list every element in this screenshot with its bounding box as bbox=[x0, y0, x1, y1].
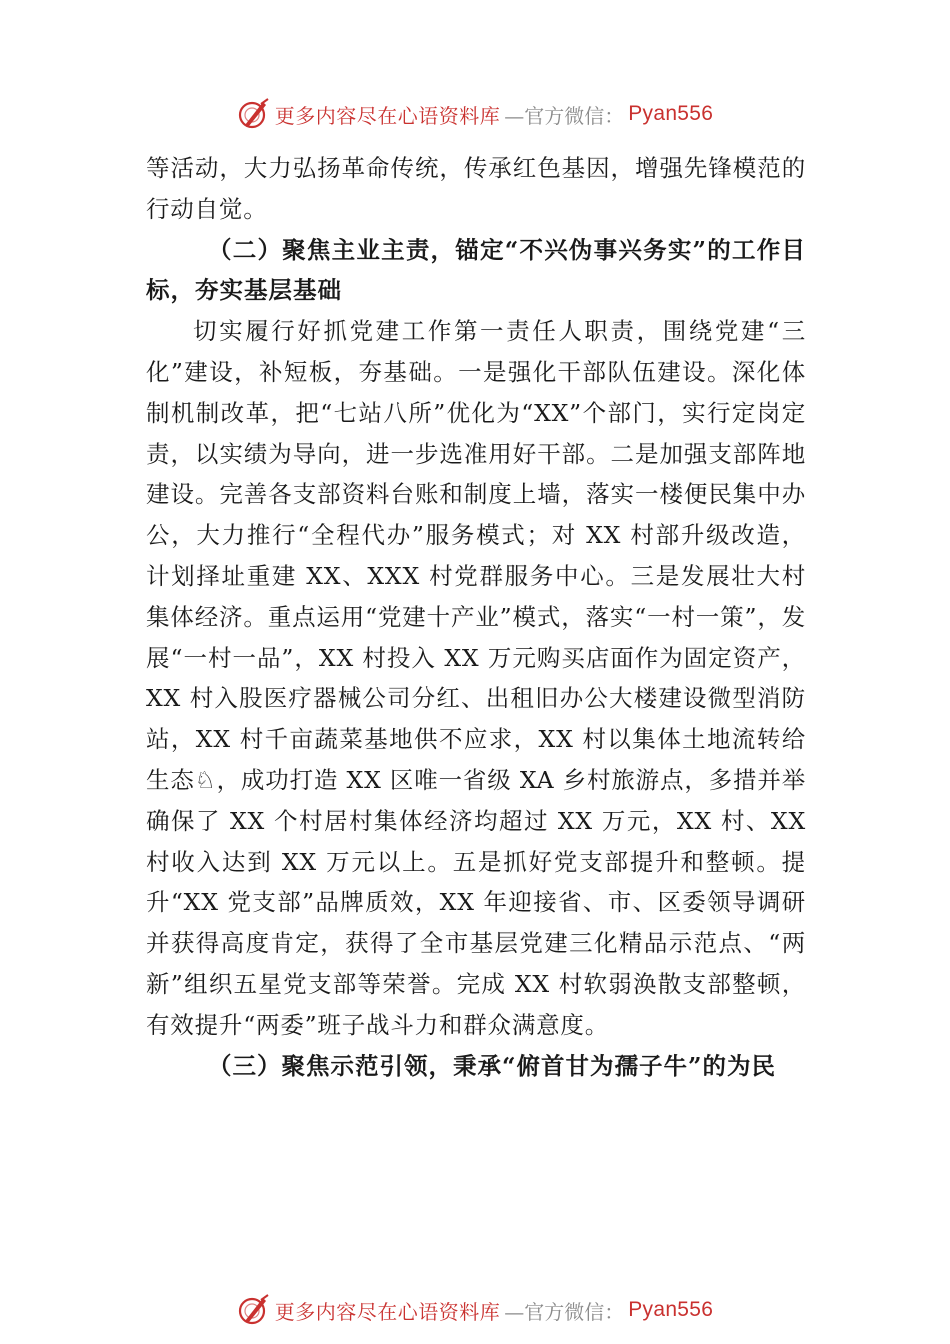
footer-banner bbox=[0, 1290, 950, 1330]
quill-logo-icon bbox=[237, 1293, 271, 1327]
quill-logo-icon bbox=[237, 97, 271, 131]
section-heading-3: （三）聚焦示范引领，秉承“俯首甘为孺子牛”的为民 bbox=[208, 1051, 777, 1080]
paragraph-continued: 等活动，大力弘扬革命传统，传承红色基因，增强先锋模范的行动自觉。 bbox=[146, 154, 806, 223]
header-separator: —官方微信： bbox=[504, 103, 625, 128]
header-site-name: 更多内容尽在心语资料库 bbox=[274, 103, 501, 128]
footer-wechat-id: Pyan556 bbox=[628, 1298, 714, 1321]
document-body bbox=[146, 148, 806, 1086]
section-heading-2: （二）聚焦主业主责，锚定“不兴伪事兴务实”的工作目标，夯实基层基础 bbox=[146, 235, 806, 305]
footer-separator: —官方微信： bbox=[504, 1299, 625, 1324]
header-banner bbox=[0, 94, 950, 134]
paragraph-body: 切实履行好抓党建工作第一责任人职责，围绕党建“三化”建设，补短板，夯基础。一是强化干部队伍建设。深化体制机制改革，把“七站八所”优化为“XX”个部门，实行定岗定责，以实绩为导向，进一步选准用好干部。二是加强支部阵地建设。完善各支部资料台账和制度上墙，落实一楼便民集中办公，大力推行“全程代办”服务模式；对 XX 村部升级改造，计划择址重建 XX、XXX 村党群服务中心。三是发展壮大村集体经济。重点运用“党建十产业”模式，落实“一村一策”，发展“一村一品”，XX 村投入 XX 万元购买店面作为固定资产，XX 村入股医疗器械公司分红、出租旧办公大楼建设微型消防站，XX 村千亩蔬菜基地供不应求，XX 村以集体土地流转给生态♘，成功打造 XX 区唯一省级 XA 乡村旅游点，多措并举确保了 XX 个村居村集体经济均超过 XX 万元，XX 村、XX 村收入达到 XX 万元以上。五是抓好党支部提升和整顿。提升“XX 党支部”品牌质效，XX 年迎接省、市、区委领导调研并获得高度肯定，获得了全市基层党建三化精品示范点、“两新”组织五星党支部等荣誉。完成 XX 村软弱涣散支部整顿，有效提升“两委”班子战斗力和群众满意度。 bbox=[146, 317, 806, 1039]
header-wechat-id: Pyan556 bbox=[628, 102, 714, 125]
footer-site-name: 更多内容尽在心语资料库 bbox=[274, 1299, 501, 1324]
